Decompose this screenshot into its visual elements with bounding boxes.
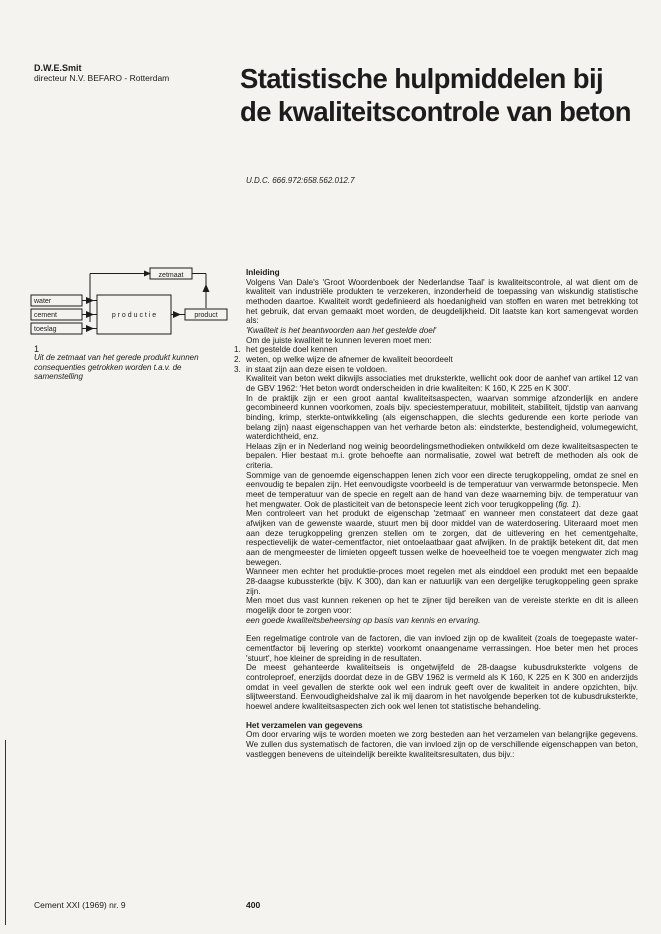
paragraph: Een regelmatige controle van de factoren, die van invloed zijn op de kwaliteit (zoals de toegepaste water-cementfactor bij levering op sterkte) voorkomt onaangename verrassingen. Hoe beter men het proces 'stuurt', hoe kleiner de spreiding in de resultaten.: [246, 634, 638, 663]
article-title: [240, 62, 650, 128]
paragraph: In de praktijk zijn er een groot aantal kwaliteitsaspecten, waarvan sommige afzonderlijk en andere gecombineerd kunnen voorkomen, zoals bijv. speciestemperatuur, mobiliteit, stabiliteit, tijdstip van aanvang binding, krimp, sterkte-ontwikkeling (als eigenschappen, die slechts gedurende een korte periode van belang zijn) naast eigenschappen van het verharde beton als: eindsterkte, bestendigheid, volumegewicht, waterdichtheid, enz.: [246, 393, 638, 442]
paragraph: De meest gehanteerde kwaliteitseis is ongetwijfeld de 28-daagse kubusdruksterkte volgens de controleproef, enerzijds doordat deze in de GBV 1962 is vermeld als K 160, K 225 en K 300 en anderzijds omdat in veel gevallen de sterkte ook wel een indruk geeft over de kwaliteit in andere opzichten, bijv. slijtweerstand. Eenvoudigheidshalve zal ik mij daarom in het navolgende beperken tot de kubusdruksterkte, hoewel andere kwaliteitsaspecten zich ook wel lenen tot statistische behandeling.: [246, 663, 638, 711]
list-item: 1. het gestelde doel kennen: [234, 345, 338, 355]
label-cement: cement: [34, 312, 57, 319]
paragraph: Kwaliteit van beton wekt dikwijls associaties met druksterkte, wellicht ook door de aanhef van artikel 12 van de GBV 1962: 'Het beton wordt onderscheiden in drie kwaliteiten: K 160, K 225 en K 300'.: [246, 374, 638, 393]
label-toeslag: toeslag: [34, 326, 57, 333]
page-number: 400: [246, 900, 261, 910]
article-body: [234, 268, 638, 759]
list-item: 2. weten, op welke wijze de afnemer de kwaliteit beoordeelt: [234, 354, 453, 364]
binding-edge-line: [5, 740, 6, 925]
paragraph: Men moet dus vast kunnen rekenen op het te zijner tijd bereiken van de vereiste sterkte en dit is alleen mogelijk door te zorgen voor:: [246, 596, 638, 615]
figure-caption: Uit de zetmaat van het gerede produkt kunnen consequenties getrokken worden t.a.v. de samenstelling: [34, 353, 199, 382]
paragraph: Wanneer men echter het produktie-proces moet regelen met als einddoel een produkt met een bepaalde 28-daagse kubussterkte (bijv. K 300), dan kan er natuurlijk van een dergelijke terugkoppeling geen sprake zijn.: [246, 567, 638, 596]
figure-1-diagram: [30, 262, 230, 340]
title-line-1: Statistische hulpmiddelen bij: [240, 63, 604, 94]
author-role: directeur N.V. BEFARO - Rotterdam: [34, 73, 170, 83]
list-item: 3. in staat zijn aan deze eisen te voldoen.: [234, 364, 388, 374]
quote: een goede kwaliteitsbeheersing op basis van kennis en ervaring.: [246, 615, 481, 625]
label-productie: p r o d u c t i e: [111, 312, 157, 319]
section-heading-inleiding: Inleiding: [246, 268, 280, 277]
label-zetmaat: zetmaat: [158, 272, 184, 279]
paragraph: Om de juiste kwaliteit te kunnen leveren moet men:: [246, 335, 432, 345]
title-line-2: de kwaliteitscontrole van beton: [240, 96, 631, 127]
paragraph: Helaas zijn er in Nederland nog weinig beoordelingsmethodieken ontwikkeld om deze kwaliteitsaspecten te bepalen. Hier bestaat m.i. grote behoefte aan normalisatie, zowel wat betreft de methoden als ook de criteria.: [246, 441, 638, 471]
figure-reference: fig. 1: [558, 499, 576, 509]
label-product: product: [194, 312, 218, 319]
journal-reference: Cement XXI (1969) nr. 9: [34, 900, 126, 910]
paragraph: Men controleert van het produkt de eigenschap 'zetmaat' en wanneer men constateert dat deze gaat afwijken van de gewenste waarde, stuurt men bij door middel van de waterdosering. Uiteraard moet men aan deze terugkoppeling grenzen stellen om te zorgen, dat de uitlevering en het cementgehalte, respectievelijk de water-cementfactor, niet ontoelaatbaar gaat afwijken. In de praktijk betekent dit, dat men aan de mengmeester de limieten opgeeft tussen welke de hoeveelheid toe te voegen mengwater zich mag bewegen.: [246, 509, 638, 567]
figure-number: 1: [34, 344, 40, 354]
paragraph: Om door ervaring wijs te worden moeten we zorg besteden aan het verzamelen van belangrijke gegevens. We zullen dus systematisch de factoren, die van invloed zijn op de verschillende eigenschappen van beton, vastleggen benevens de uiteindelijk bereikte kwaliteitsresultaten, dus bijv.:: [246, 730, 638, 759]
requirements-list: [234, 345, 638, 374]
author-name: D.W.E.Smit: [34, 63, 82, 73]
udc-code: U.D.C. 666.972:658.562.012.7: [246, 176, 355, 185]
label-water: water: [34, 298, 52, 305]
paragraph: Sommige van de genoemde eigenschappen lenen zich voor een directe terugkoppeling, omdat ze snel en eenvoudig te bepalen zijn. Het eenvoudigste voorbeeld is de temperatuur van verwarmde betonspecie. Men meet de temperatuur van de specie en regelt aan de hand van deze waarneming bijv. de temperatuur van het mengwater. Ook de plasticiteit van de betonspecie leent zich voor terugkoppeling (fig. 1).: [246, 470, 638, 509]
section-heading-verzamelen: Het verzamelen van gegevens: [246, 720, 363, 730]
paragraph: Volgens Van Dale's 'Groot Woordenboek der Nederlandse Taal' is kwaliteitscontrole, al wat dient om de kwaliteit van industriële produkten te verzekeren, inzonderheid de toepassing van wiskundig statistische methoden daartoe. Kwaliteit wordt gedefinieerd als hoedanigheid van stoffen en waren met betrekking tot het gebruik, dat ervan gemaakt moet worden, de deugdelijkheid. Dit laatste kan kort samengevat worden als:: [246, 277, 638, 326]
quote: 'Kwaliteit is het beantwoorden aan het gestelde doel': [246, 325, 437, 335]
